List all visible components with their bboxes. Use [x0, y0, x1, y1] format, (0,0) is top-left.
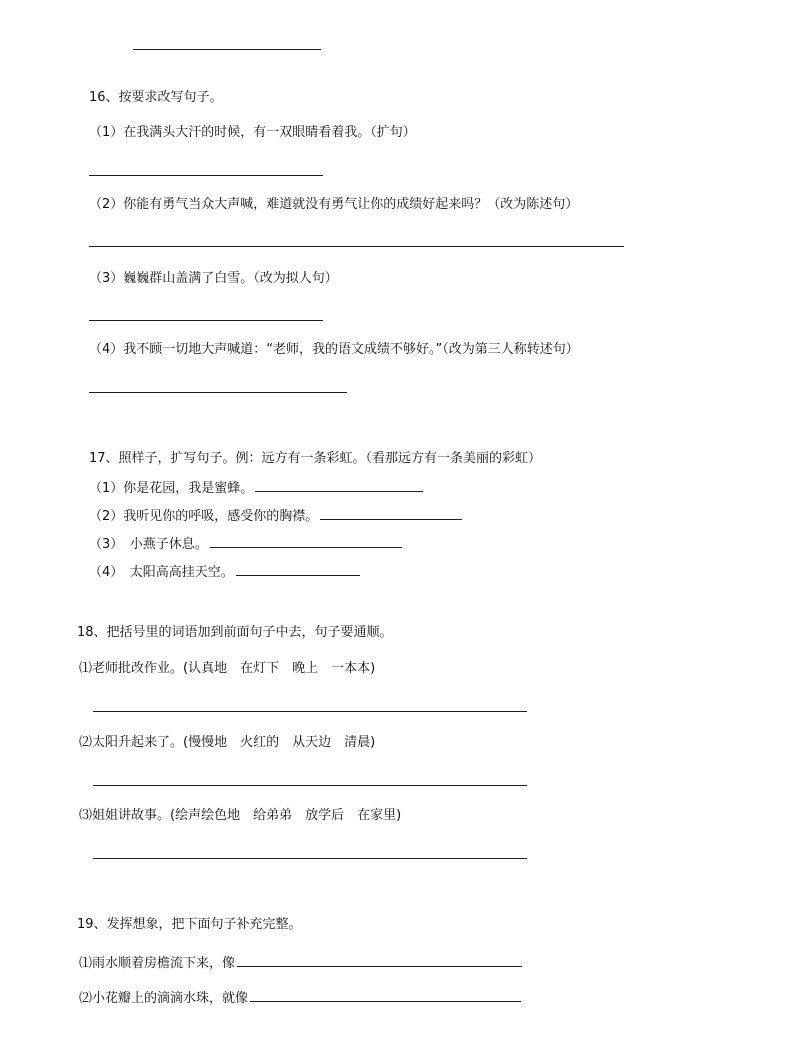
q16-title: 16、按要求改写句子。	[89, 90, 223, 105]
q16-item-2: （2）你能有勇气当众大声喊，难道就没有勇气让你的成绩好起来吗？（改为陈述句）	[89, 197, 579, 212]
q17-answer-line-1[interactable]	[255, 479, 423, 492]
q18-answer-line-3[interactable]	[93, 858, 527, 859]
q19-item-1	[79, 954, 522, 972]
q17-item-3-text: （3） 小燕子休息。	[89, 537, 208, 552]
q16-answer-line-1[interactable]	[89, 175, 323, 176]
q16-item-3: （3）巍巍群山盖满了白雪。（改为拟人句）	[89, 271, 338, 286]
q17-answer-line-3[interactable]	[210, 535, 402, 548]
q19-item-2-text: ⑵小花瓣上的滴滴水珠，就像	[79, 991, 249, 1006]
q18-title: 18、把括号里的词语加到前面句子中去，句子要通顺。	[77, 625, 393, 640]
q16-answer-line-3[interactable]	[89, 320, 323, 321]
q19-answer-line-2[interactable]	[250, 989, 521, 1002]
q17-item-2-text: （2）我听见你的呼吸，感受你的胸襟。	[89, 509, 319, 524]
q18-item-2: ⑵太阳升起来了。(慢慢地 火红的 从天边 清晨)	[79, 735, 376, 750]
q19-item-2	[79, 989, 521, 1007]
q17-item-1	[89, 479, 423, 497]
q17-answer-line-2[interactable]	[320, 507, 462, 520]
q18-answer-line-2[interactable]	[93, 785, 527, 786]
q16-item-1: （1）在我满头大汗的时候，有一双眼睛看着我。（扩句）	[89, 125, 416, 140]
q17-item-3	[89, 535, 402, 553]
q19-item-1-text: ⑴雨水顺着房檐流下来，像	[79, 956, 236, 971]
q17-item-4-text: （4） 太阳高高挂天空。	[89, 565, 234, 580]
q19-answer-line-1[interactable]	[237, 954, 522, 967]
q19-title: 19、发挥想象，把下面句子补充完整。	[77, 917, 302, 932]
q18-item-3: ⑶姐姐讲故事。(绘声绘色地 给弟弟 放学后 在家里)	[79, 808, 402, 823]
q17-item-2	[89, 507, 462, 525]
q17-item-4	[89, 563, 360, 581]
q17-answer-line-4[interactable]	[236, 563, 360, 576]
q16-answer-line-2[interactable]	[89, 246, 624, 247]
answer-line-top[interactable]	[133, 49, 321, 50]
q18-answer-line-1[interactable]	[93, 711, 527, 712]
q16-item-4: （4）我不顾一切地大声喊道：“老师，我的语文成绩不够好。”（改为第三人称转述句）	[89, 342, 579, 357]
q17-title: 17、照样子，扩写句子。例：远方有一条彩虹。（看那远方有一条美丽的彩虹）	[89, 451, 542, 466]
q18-item-1: ⑴老师批改作业。(认真地 在灯下 晚上 一本本)	[79, 661, 376, 676]
q16-answer-line-4[interactable]	[89, 392, 347, 393]
q17-item-1-text: （1）你是花园，我是蜜蜂。	[89, 481, 254, 496]
